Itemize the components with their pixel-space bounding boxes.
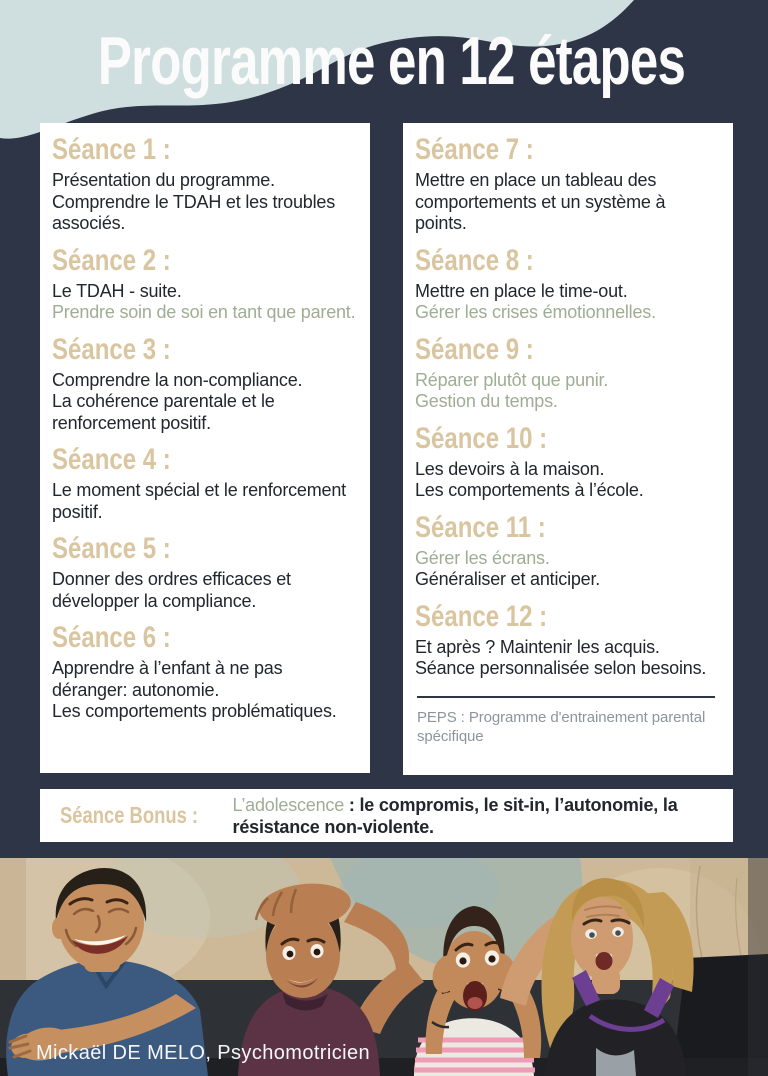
session-line: Gérer les écrans. [415,547,550,568]
session-block [415,600,721,680]
sessions-card-left [40,123,370,773]
bonus-bar [40,789,733,842]
session-line: Mettre en place le time-out. [415,280,628,301]
session-block [52,133,358,235]
session-title: Séance 11 : [415,510,546,544]
session-line: Comprendre la non-compliance. [52,369,303,390]
session-line: Le TDAH - suite. [52,280,182,301]
session-line: Séance personnalisée selon besoins. [415,658,707,678]
session-line: Gestion du temps. [415,391,558,411]
photo-edge-shadow [748,858,768,1076]
session-line: Et après ? Maintenir les acquis. [415,636,660,657]
session-title: Séance 2 : [52,243,171,277]
peps-footnote: PEPS : Programme d'entrainement parental spécifique [417,708,706,745]
sessions-right [415,133,721,680]
session-block [52,532,358,612]
session-line: Réparer plutôt que punir. [415,369,609,390]
session-block [415,244,721,324]
family-photo [0,858,768,1076]
session-line: Les devoirs à la maison. [415,458,605,479]
sessions-card-right [403,123,733,775]
session-block [52,443,358,523]
session-title: Séance 6 : [52,621,171,654]
session-title: Séance 3 : [52,332,171,366]
session-line: Présentation du programme. [52,170,275,190]
session-title: Séance 4 : [52,443,171,476]
session-line: Gérer les crises émotionnelles. [415,302,656,322]
session-line: Les comportements à l’école. [415,480,644,500]
session-line: Prendre soin de soi en tant que parent. [52,302,356,322]
session-block [52,244,358,324]
session-line: Généraliser et anticiper. [415,569,601,589]
session-title: Séance 12 : [415,599,548,633]
session-block [52,621,358,723]
page-title [0,24,768,98]
session-title: Séance 1 : [52,133,171,166]
page-title-text: Programme en 12 étapes [97,23,686,99]
footnote-divider [417,696,715,698]
session-line: La cohérence parentale et le renforcement positif. [52,391,275,433]
session-line: Le moment spécial et le renforcement positif. [52,480,346,522]
session-line: Apprendre à l’enfant à ne pas déranger: autonomie. [52,658,283,700]
bonus-text [233,794,719,838]
sessions-left [52,133,358,723]
session-block [415,333,721,413]
session-line: Donner des ordres efficaces et développer la compliance. [52,569,291,611]
session-title: Séance 7 : [415,133,534,166]
session-line: Comprendre le TDAH et les troubles associés. [52,191,335,233]
bonus-label: Séance Bonus : [60,802,199,828]
session-block [415,511,721,591]
session-title: Séance 10 : [415,421,548,455]
session-title: Séance 8 : [415,243,534,277]
session-line: Mettre en place un tableau des comportements et un système à points. [415,170,666,233]
session-line: Les comportements problématiques. [52,701,337,721]
bonus-rest: : le compromis, le sit-in, l’autonomie, la résistance non-violente. [232,794,678,837]
session-title: Séance 9 : [415,332,534,366]
session-block [415,133,721,235]
bonus-highlight: L’adolescence [232,794,345,815]
session-block [415,422,721,502]
credit-text: Mickaël DE MELO, Psychomotricien [36,1042,371,1064]
session-block [52,333,358,435]
session-title: Séance 5 : [52,532,171,565]
